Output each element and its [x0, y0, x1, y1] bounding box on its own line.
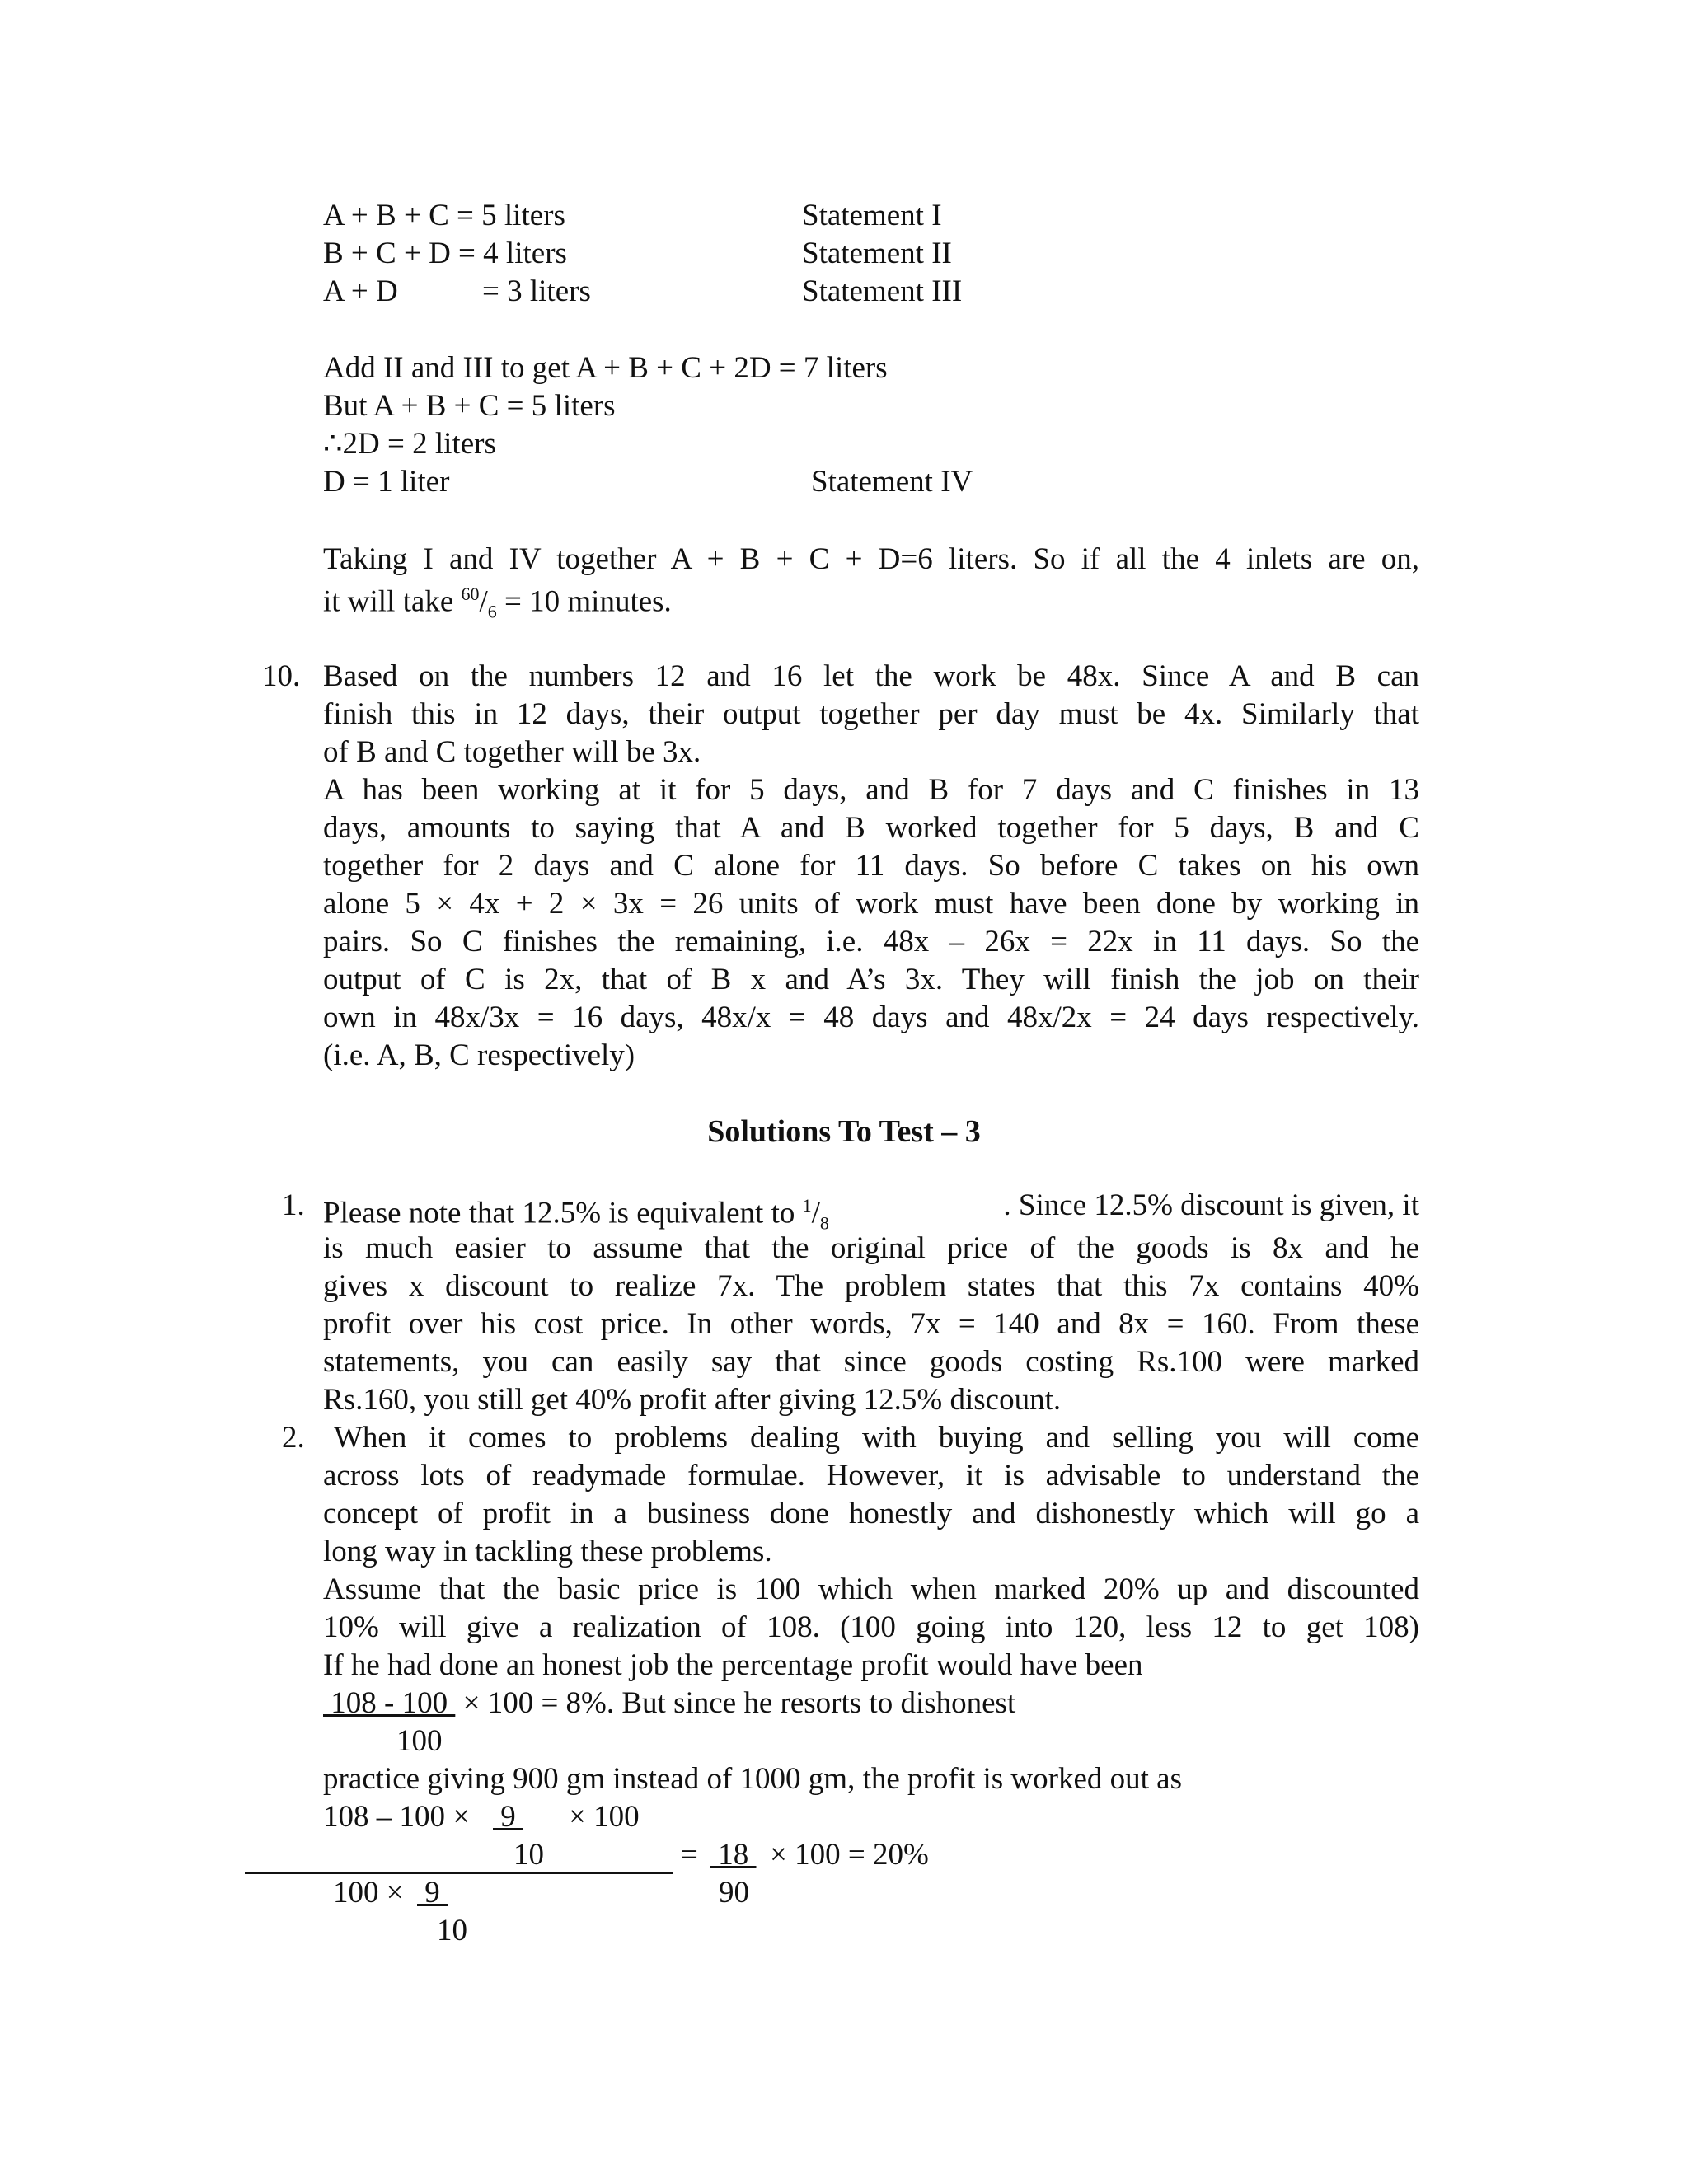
s1-line: Rs.160, you still get 40% profit after giving 12.5% discount. — [323, 1383, 1062, 1417]
fraction-denominator: 6 — [487, 601, 497, 622]
s1-line: profit over his cost price. In other words, 7x = 140 and 8x = 160. From these — [323, 1307, 1419, 1341]
s1-number: 1. — [282, 1188, 305, 1222]
d-line: D = 1 liter — [323, 465, 450, 499]
practice-line: practice giving 900 gm instead of 1000 gm, the profit is worked out as — [323, 1762, 1182, 1796]
equation-2: B + C + D = 4 liters — [323, 237, 567, 270]
q10-line: output of C is 2x, that of B x and A’s 3x. They will finish the job on their — [323, 963, 1419, 996]
s2-line: long way in tackling these problems. — [323, 1535, 772, 1568]
s2-line: concept of profit in a business done honestly and dishonestly which will go a — [323, 1497, 1419, 1530]
statement-4-label: Statement IV — [811, 465, 973, 499]
fraction-numerator: 108 - 100 — [323, 1686, 456, 1720]
q10-line: pairs. So C finishes the remaining, i.e. 48x – 26x = 22x in 11 days. So the — [323, 925, 1419, 958]
s1-line: gives x discount to realize 7x. The problem states that this 7x contains 40% — [323, 1269, 1419, 1303]
s1-line: is much easier to assume that the original price of the goods is 8x and he — [323, 1231, 1419, 1265]
s2-line: 10% will give a realization of 108. (100 going into 120, less 12 to get 108) — [323, 1610, 1419, 1644]
therefore-line: ∴2D = 2 liters — [323, 427, 496, 461]
s2-line: across lots of readymade formulae. However, it is advisable to understand the — [323, 1459, 1419, 1493]
fraction-slash: / — [479, 584, 488, 619]
calc-equals: = — [681, 1838, 698, 1872]
q10-line: days, amounts to saying that A and B worked together for 5 days, B and C — [323, 811, 1419, 845]
fraction-denominator: 8 — [819, 1212, 829, 1234]
take-prefix: it will take — [323, 584, 454, 619]
q10-line: Based on the numbers 12 and 16 let the work be 48x. Since A and B can — [323, 659, 1419, 693]
q10-line: of B and C together will be 3x. — [323, 735, 701, 769]
s1-line: statements, you can easily say that since goods costing Rs.100 were marked — [323, 1345, 1419, 1379]
q10-line: alone 5 × 4x + 2 × 3x = 26 units of work must have been done by working in — [323, 887, 1419, 921]
main-fraction-bar — [245, 1872, 673, 1874]
calc-ninety: 90 — [719, 1876, 749, 1910]
statement-3-label: Statement III — [802, 274, 963, 308]
calc-result: × 100 = 20% — [770, 1838, 929, 1872]
calc-eighteen: 18 — [710, 1838, 757, 1872]
equation-1: A + B + C = 5 liters — [323, 199, 565, 232]
taking-line: Taking I and IV together A + B + C + D=6 liters. So if all the 4 inlets are on, — [323, 542, 1419, 576]
fraction-numerator: 60 — [461, 583, 480, 604]
statement-1-label: Statement I — [802, 199, 942, 232]
take-suffix: = 10 minutes. — [504, 584, 672, 619]
calc-denominator-expression: 100 × — [333, 1876, 404, 1910]
fraction-denominator: 100 — [396, 1724, 443, 1758]
s1-suffix: . Since 12.5% discount is given, it — [1003, 1188, 1419, 1222]
section-heading: Solutions To Test – 3 — [707, 1114, 981, 1149]
equation-3-right: = 3 liters — [482, 274, 591, 308]
s2-line: Assume that the basic price is 100 which when marked 20% up and discounted — [323, 1572, 1419, 1606]
add-line: Add II and III to get A + B + C + 2D = 7 liters — [323, 351, 888, 385]
calc-top-expression: 108 – 100 × — [323, 1800, 471, 1834]
q10-line: finish this in 12 days, their output together per day must be 4x. Similarly that — [323, 697, 1419, 731]
take-line — [323, 575, 672, 631]
but-line: But A + B + C = 5 liters — [323, 389, 616, 423]
fraction-slash: / — [811, 1196, 820, 1230]
fraction-numerator: 1 — [802, 1195, 812, 1216]
calc-nine-denominator: 9 — [417, 1876, 448, 1910]
s2-number: 2. — [282, 1421, 305, 1455]
statement-2-label: Statement II — [802, 237, 952, 270]
s2-honest-line: If he had done an honest job the percentage profit would have been — [323, 1648, 1143, 1682]
fraction-line — [323, 1685, 1015, 1722]
calc-nine-numerator: 9 — [493, 1800, 523, 1834]
calc-ten-denominator: 10 — [513, 1838, 544, 1872]
q10-line: own in 48x/3x = 16 days, 48x/x = 48 days and 48x/2x = 24 days respectively. — [323, 1001, 1419, 1034]
calc-ten-bottom: 10 — [437, 1914, 467, 1947]
s2-line: When it comes to problems dealing with buying and selling you will come — [334, 1421, 1419, 1455]
fraction-rest: × 100 = 8%. But since he resorts to dishonest — [462, 1686, 1016, 1720]
q10-number: 10. — [262, 659, 301, 693]
calc-times-100: × 100 — [569, 1800, 640, 1834]
q10-line: (i.e. A, B, C respectively) — [323, 1038, 635, 1072]
q10-line: together for 2 days and C alone for 11 days. So before C takes on his own — [323, 849, 1419, 883]
equation-3-left: A + D — [323, 274, 398, 308]
s1-prefix: Please note that 12.5% is equivalent to — [323, 1196, 795, 1230]
q10-line: A has been working at it for 5 days, and B for 7 days and C finishes in 13 — [323, 773, 1419, 807]
